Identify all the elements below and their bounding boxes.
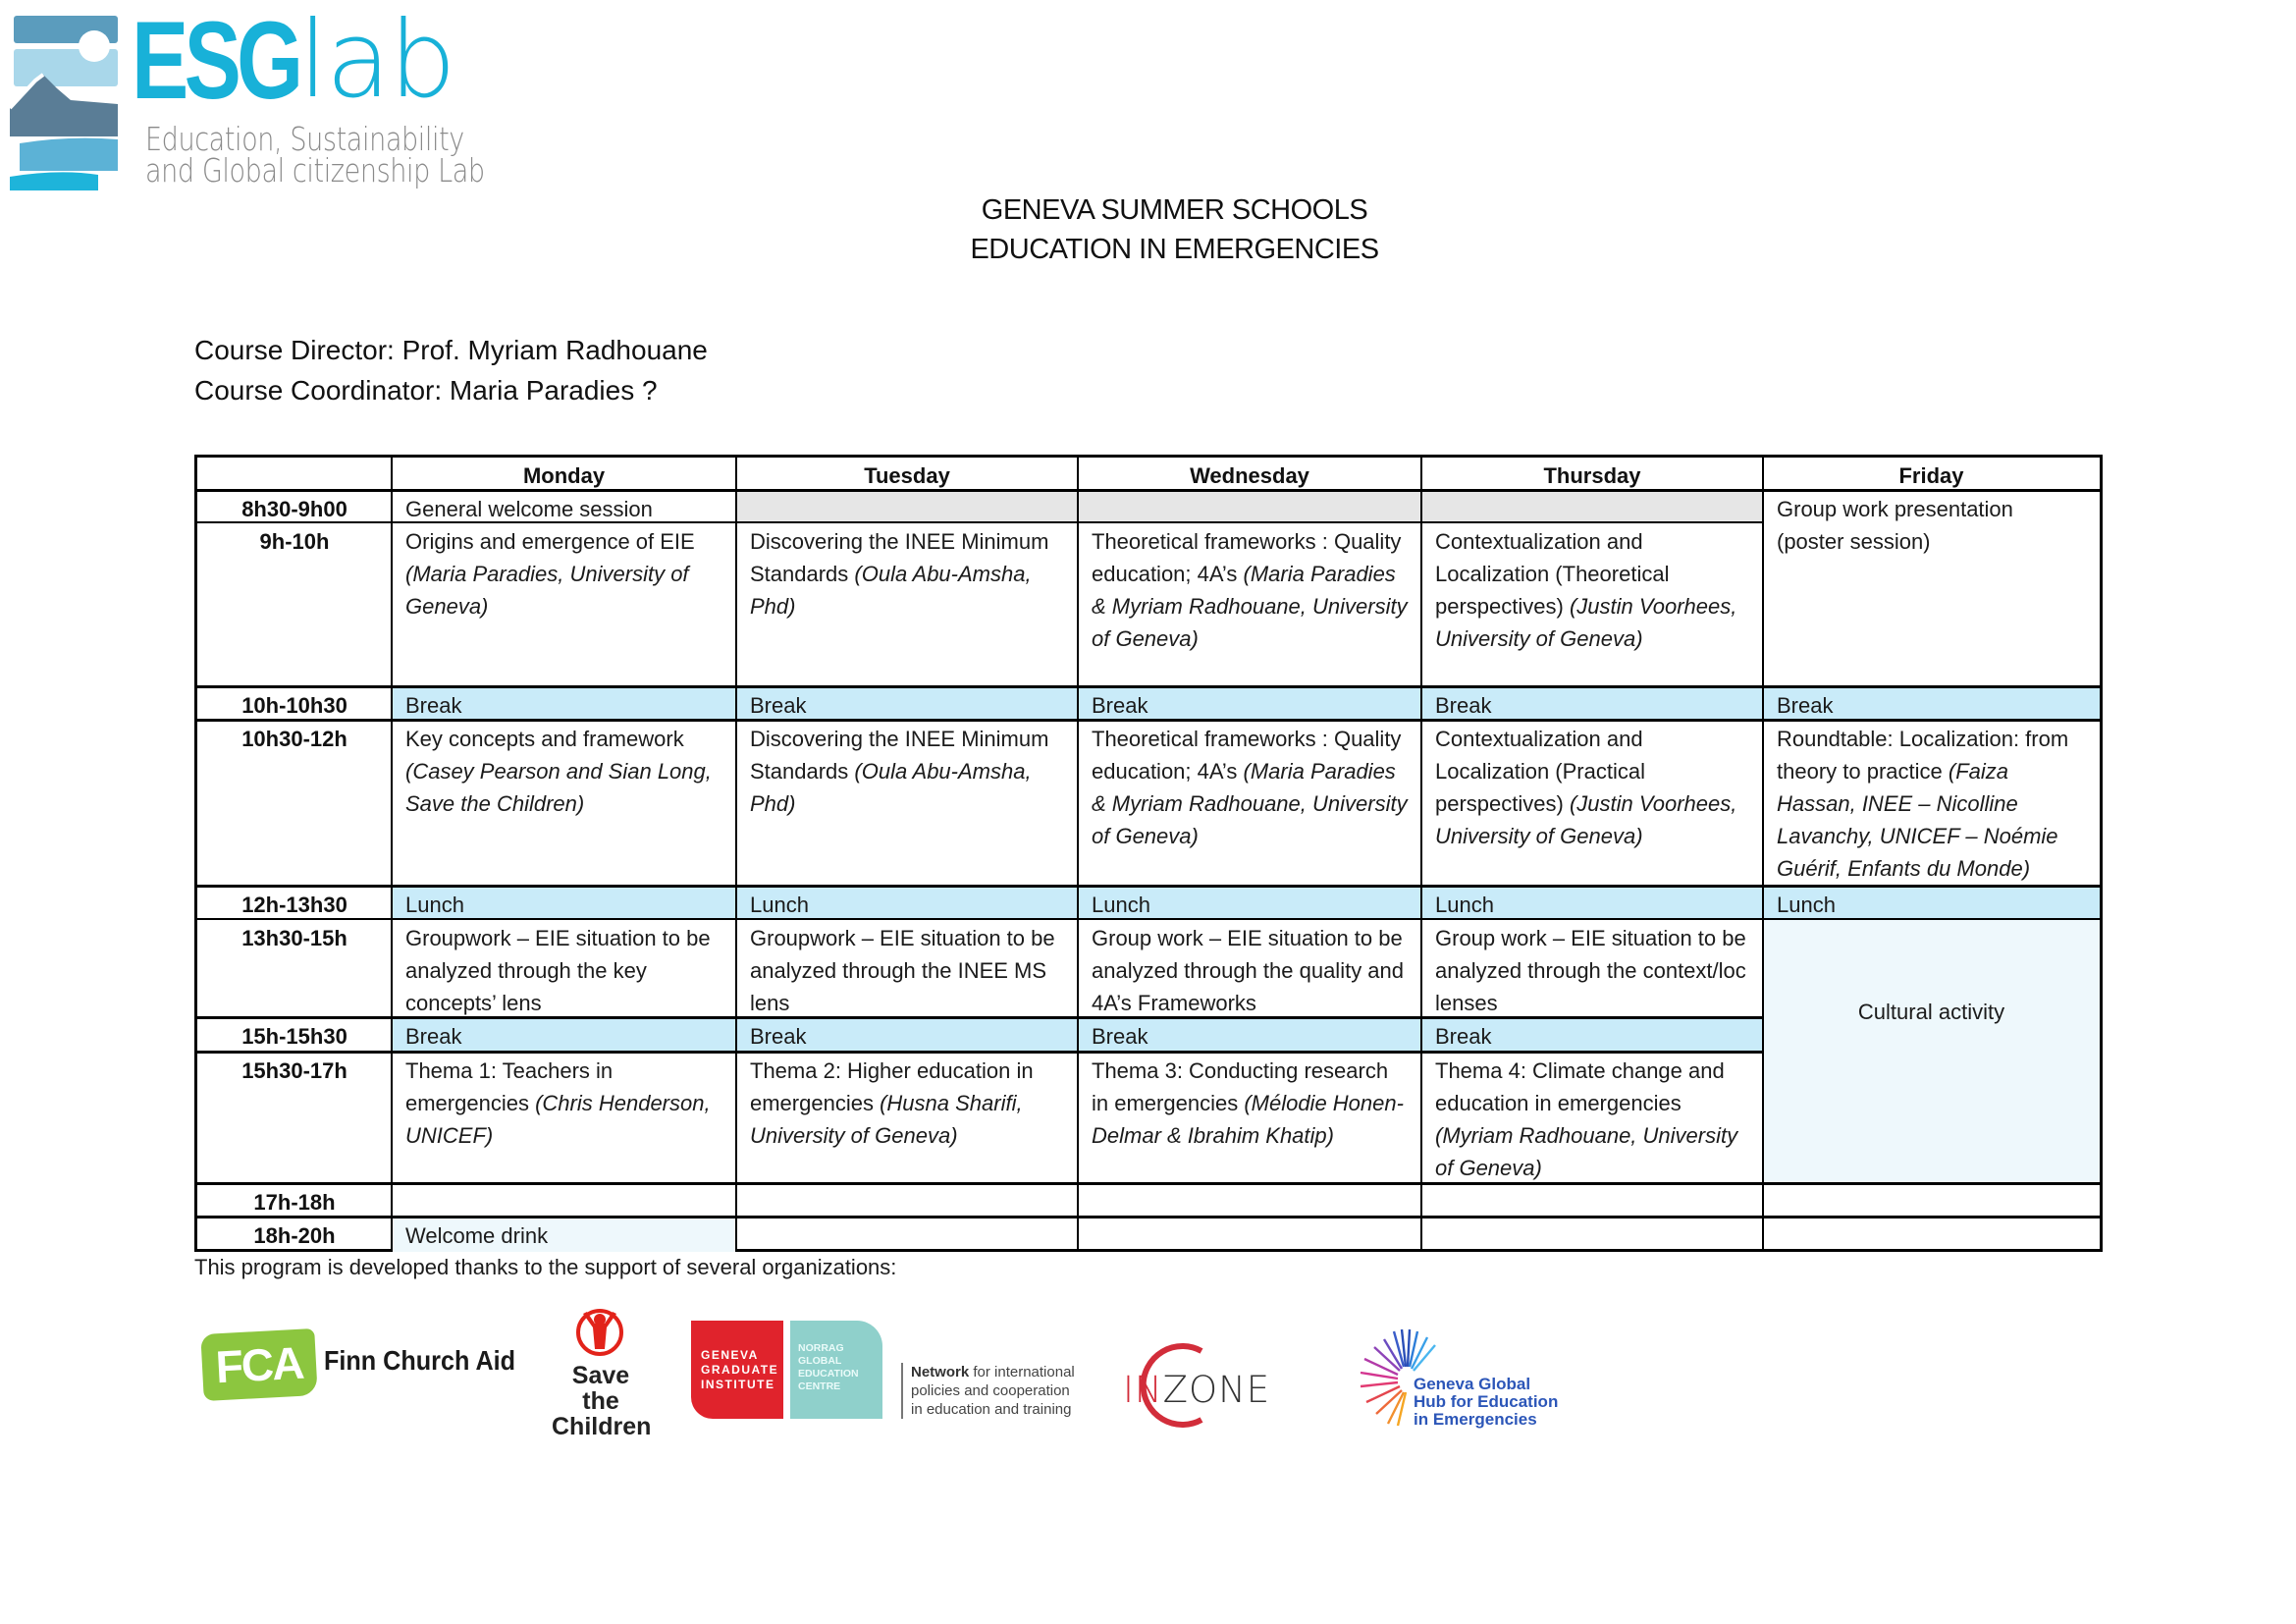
session-cell-monday-welcome-drink: Welcome drink: [392, 1217, 736, 1252]
lunch-cell: Lunch: [1763, 886, 2100, 919]
session-title: Origins and emergence of EIE: [405, 529, 695, 554]
table-rule: [197, 918, 2100, 920]
ggi-line2: GRADUATE: [701, 1363, 779, 1377]
hub-line3: in Emergencies: [1414, 1410, 1537, 1429]
break-cell: Break: [1078, 1017, 1421, 1052]
norrag-line1: NORRAG: [798, 1342, 844, 1354]
break-cell: Break: [1421, 686, 1763, 720]
hub-line2: Hub for Education: [1414, 1392, 1559, 1411]
table-rule: [197, 1051, 1763, 1054]
session-cell-wednesday-9h: [1078, 522, 1421, 686]
session-speaker: (Faiza Hassan, INEE – Nicolline Lavanchy, UNICEF – Noémie Guérif, Enfants du Monde): [1777, 759, 2058, 881]
session-title: Theoretical frameworks : Quality education; 4A’s: [1092, 727, 1402, 784]
norrag-line2: GLOBAL: [798, 1355, 842, 1367]
fca-name: Finn Church Aid: [324, 1345, 516, 1376]
session-title: Theoretical frameworks : Quality education; 4A’s: [1092, 529, 1402, 586]
lunch-cell: Lunch: [1078, 886, 1421, 919]
session-title: Thema 4: Climate change and education in emergencies: [1435, 1058, 1725, 1115]
session-cell-wednesday-15h30: [1078, 1052, 1421, 1183]
table-rule: [197, 521, 1763, 523]
session-speaker: (Husna Sharifi, University of Geneva): [750, 1091, 1023, 1148]
save-the-children-name: [552, 1363, 650, 1439]
geneva-global-hub-name: [1414, 1376, 1558, 1429]
esglab-wordmark-bold: ESG: [132, 0, 299, 122]
session-title: Contextualization and Localization (Practical perspectives): [1435, 727, 1645, 816]
time-slot: 9h-10h: [259, 529, 330, 554]
session-cell-thursday-10h30: [1421, 720, 1763, 886]
session-speaker: (Maria Paradies, University of Geneva): [405, 562, 689, 619]
norrag-tagline-rest: for international: [969, 1364, 1075, 1380]
lunch-cell: Lunch: [392, 886, 736, 919]
time-slot: 17h-18h: [253, 1190, 336, 1215]
break-cell: Break: [736, 1017, 1078, 1052]
break-cell: Break: [1078, 686, 1421, 720]
session-title: Discovering the INEE Minimum Standards: [750, 727, 1049, 784]
session-title: Discovering the INEE Minimum Standards: [750, 529, 1049, 586]
session-speaker: (Mélodie Honen-Delmar & Ibrahim Khatip): [1092, 1091, 1404, 1148]
table-rule: [197, 719, 2100, 722]
day-header-monday: Monday: [522, 463, 606, 488]
corner-header-cell: [197, 458, 392, 490]
session-speaker: (Myriam Radhouane, University of Geneva): [1435, 1123, 1738, 1180]
break-cell: Break: [392, 1017, 736, 1052]
norrag-tagline-line3: in education and training: [911, 1401, 1072, 1418]
table-rule: [197, 1182, 2100, 1185]
ggi-line1: GENEVA: [701, 1348, 759, 1362]
course-coordinator: Course Coordinator: Maria Paradies ?: [194, 375, 658, 406]
session-cell-friday-roundtable: [1763, 720, 2100, 886]
page-title-line1: GENEVA SUMMER SCHOOLS: [981, 194, 1368, 226]
session-cell-tuesday-13h30: Groupwork – EIE situation to be analyzed through the INEE MS lens: [750, 926, 1055, 1015]
esglab-wordmark: [132, 0, 454, 122]
session-cell-tuesday-9h: [736, 522, 1078, 686]
table-rule: [1762, 458, 1764, 1252]
session-cell-thursday-9h: [1421, 522, 1763, 686]
session-title: Contextualization and Localization (Theoretical perspectives): [1435, 529, 1670, 619]
time-slot: 10h-10h30: [241, 693, 347, 718]
session-speaker: (Justin Voorhees, University of Geneva): [1435, 594, 1737, 651]
time-slot: 8h30-9h00: [241, 497, 347, 521]
session-title: Thema 3: Conducting research in emergencies: [1092, 1058, 1389, 1115]
norrag-line4: CENTRE: [798, 1380, 841, 1392]
table-rule: [197, 1216, 2100, 1218]
day-header-thursday: Thursday: [1543, 463, 1641, 488]
table-rule: [391, 458, 393, 1252]
esglab-subtitle-line2: and Global citizenship Lab: [145, 151, 485, 189]
session-speaker: (Oula Abu-Amsha, Phd): [750, 759, 1032, 816]
session-speaker: (Casey Pearson and Sian Long, Save the Children): [405, 759, 712, 816]
norrag-line3: EDUCATION: [798, 1368, 859, 1380]
course-director: Course Director: Prof. Myriam Radhouane: [194, 335, 708, 365]
empty-gray-cell: [736, 490, 1078, 522]
session-speaker: (Maria Paradies & Myriam Radhouane, University of Geneva): [1092, 759, 1408, 848]
fca-logo: FCA: [200, 1328, 317, 1401]
session-speaker: (Maria Paradies & Myriam Radhouane, University of Geneva): [1092, 562, 1408, 651]
session-cell-monday-10h30: [392, 720, 736, 886]
break-cell: Break: [1421, 1017, 1763, 1052]
session-speaker: (Oula Abu-Amsha, Phd): [750, 562, 1032, 619]
break-cell: Break: [392, 686, 736, 720]
break-cell: Break: [736, 686, 1078, 720]
session-cell-friday-cultural-activity: Cultural activity: [1763, 919, 2100, 1183]
session-cell-thursday-15h30: [1421, 1052, 1763, 1183]
session-cell-tuesday-10h30: [736, 720, 1078, 886]
time-slot: 12h-13h30: [241, 893, 347, 917]
session-cell-wednesday-13h30: Group work – EIE situation to be analyzed through the quality and 4A’s Frameworks: [1092, 926, 1405, 1015]
empty-gray-cell: [1078, 490, 1421, 522]
session-speaker: (Chris Henderson, UNICEF): [405, 1091, 711, 1148]
session-cell-tuesday-15h30: [736, 1052, 1078, 1183]
day-header-friday: Friday: [1898, 463, 1964, 488]
esglab-logo: [10, 0, 485, 200]
inzone-in: IN: [1123, 1369, 1163, 1411]
day-header-wednesday: Wednesday: [1190, 463, 1309, 488]
esglab-wordmark-light: lab: [298, 0, 454, 122]
schedule-table: [194, 455, 2103, 1252]
session-cell-monday-9h: [392, 522, 736, 686]
esglab-landscape-icon: [10, 14, 118, 190]
table-rule: [735, 458, 737, 1252]
lunch-cell: Lunch: [736, 886, 1078, 919]
stc-line1: Save the: [571, 1362, 630, 1415]
inzone-logo: [1119, 1341, 1271, 1430]
page-title-line2: EDUCATION IN EMERGENCIES: [970, 234, 1379, 265]
time-slot: 10h30-12h: [241, 727, 347, 751]
inzone-zone: ZONE: [1162, 1369, 1271, 1411]
time-slot: 13h30-15h: [241, 926, 347, 950]
table-rule: [197, 489, 2100, 492]
norrag-logo: [790, 1321, 882, 1419]
norrag-tagline-line2: policies and cooperation: [911, 1382, 1070, 1399]
esglab-subtitle-line1: Education, Sustainability: [145, 120, 464, 158]
time-slot: 15h-15h30: [241, 1024, 347, 1049]
session-title: Roundtable: Localization: from theory to practice: [1777, 727, 2069, 784]
table-rule: [1077, 458, 1079, 1252]
session-title: Thema 2: Higher education in emergencies: [750, 1058, 1034, 1115]
session-cell-friday-poster: Group work presentation (poster session): [1777, 497, 2013, 554]
session-speaker: (Justin Voorhees, University of Geneva): [1435, 791, 1737, 848]
table-rule: [1420, 458, 1422, 1252]
table-rule: [197, 685, 2100, 688]
hub-line1: Geneva Global: [1414, 1375, 1531, 1393]
geneva-graduate-institute-logo: [691, 1321, 783, 1419]
save-the-children-icon: [575, 1306, 624, 1361]
time-slot: 18h-20h: [253, 1223, 336, 1248]
session-cell-thursday-13h30: Group work – EIE situation to be analyzed through the context/loc lenses: [1435, 926, 1746, 1015]
lunch-cell: Lunch: [1421, 886, 1763, 919]
time-slot: 15h30-17h: [241, 1058, 347, 1083]
norrag-tagline-bold: Network: [911, 1364, 970, 1380]
session-cell-monday-15h30: [392, 1052, 736, 1183]
session-cell-monday-welcome: General welcome session: [405, 497, 653, 521]
ggi-line3: INSTITUTE: [701, 1378, 775, 1391]
day-header-tuesday: Tuesday: [864, 463, 950, 488]
session-cell-wednesday-10h30: [1078, 720, 1421, 886]
esglab-subtitle: [145, 120, 485, 189]
table-rule: [197, 1016, 1763, 1019]
empty-cell: [392, 1183, 736, 1217]
table-rule: [197, 885, 2100, 888]
session-title: Key concepts and framework: [405, 727, 684, 751]
stc-line2: Children: [552, 1413, 652, 1440]
session-title: Thema 1: Teachers in emergencies: [405, 1058, 614, 1115]
break-cell: Break: [1763, 686, 2100, 720]
empty-gray-cell: [1421, 490, 1763, 522]
session-cell-monday-13h30: Groupwork – EIE situation to be analyzed through the key concepts’ lens: [405, 926, 711, 1015]
norrag-tagline: [901, 1363, 1075, 1419]
support-statement: This program is developed thanks to the support of several organizations:: [194, 1255, 897, 1279]
